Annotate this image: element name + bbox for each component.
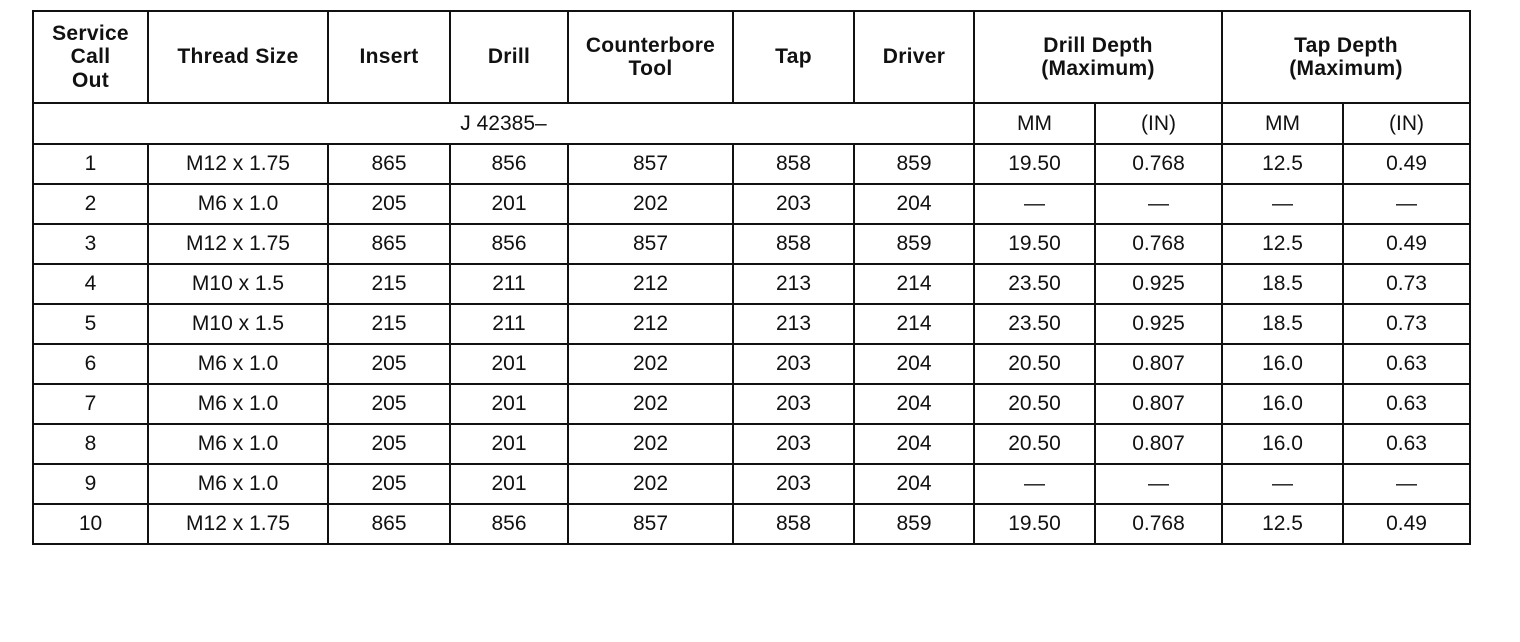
header-drill: Drill [450, 11, 568, 103]
table-row [33, 224, 1470, 264]
thread-repair-spec-table [32, 10, 1471, 545]
cell-tap-depth-mm: 12.5 [1222, 224, 1343, 264]
drill-depth-mm-unit: MM [974, 103, 1095, 144]
cell-drill-depth-in: — [1095, 464, 1222, 504]
cell-call-out: 3 [33, 224, 148, 264]
cell-drill-depth-mm: 19.50 [974, 144, 1095, 184]
cell-tap: 203 [733, 384, 854, 424]
cell-insert: 205 [328, 424, 450, 464]
cell-drill: 201 [450, 344, 568, 384]
cell-counterbore: 202 [568, 384, 733, 424]
cell-tap-depth-mm: — [1222, 464, 1343, 504]
cell-call-out: 7 [33, 384, 148, 424]
cell-thread-size: M6 x 1.0 [148, 384, 328, 424]
cell-driver: 204 [854, 344, 974, 384]
tap-depth-mm-unit: MM [1222, 103, 1343, 144]
header-counterbore-line-2: Tool [628, 57, 673, 80]
cell-tap-depth-mm: 16.0 [1222, 384, 1343, 424]
cell-tap-depth-in: 0.49 [1343, 224, 1470, 264]
header-service-call-out [33, 11, 148, 103]
header-tap-depth-line-1: Tap Depth [1294, 33, 1398, 57]
cell-tap-depth-mm: 18.5 [1222, 264, 1343, 304]
subheader-row [33, 103, 1470, 144]
header-counterbore-line-1: Counterbore [585, 33, 716, 57]
header-counterbore-tool [568, 11, 733, 103]
cell-tap: 858 [733, 504, 854, 544]
cell-drill-depth-mm: 19.50 [974, 224, 1095, 264]
cell-call-out: 1 [33, 144, 148, 184]
cell-insert: 205 [328, 384, 450, 424]
cell-call-out: 2 [33, 184, 148, 224]
cell-counterbore: 857 [568, 504, 733, 544]
part-number-prefix: J 42385– [33, 103, 974, 144]
cell-driver: 859 [854, 224, 974, 264]
cell-counterbore: 857 [568, 224, 733, 264]
cell-drill: 201 [450, 424, 568, 464]
cell-drill-depth-in: 0.807 [1095, 344, 1222, 384]
cell-counterbore: 212 [568, 264, 733, 304]
cell-call-out: 4 [33, 264, 148, 304]
cell-driver: 214 [854, 304, 974, 344]
cell-thread-size: M12 x 1.75 [148, 504, 328, 544]
table-row [33, 504, 1470, 544]
cell-call-out: 9 [33, 464, 148, 504]
header-drill-depth-line-1: Drill Depth [1043, 33, 1153, 57]
cell-drill: 201 [450, 464, 568, 504]
header-tap-depth-line-2: (Maximum) [1289, 57, 1403, 80]
cell-drill-depth-in: 0.768 [1095, 224, 1222, 264]
cell-tap-depth-in: — [1343, 184, 1470, 224]
cell-driver: 204 [854, 384, 974, 424]
header-drill-depth-line-2: (Maximum) [1041, 57, 1155, 80]
cell-driver: 859 [854, 504, 974, 544]
cell-tap-depth-in: 0.73 [1343, 304, 1470, 344]
cell-insert: 865 [328, 504, 450, 544]
cell-counterbore: 202 [568, 464, 733, 504]
cell-tap-depth-in: 0.63 [1343, 384, 1470, 424]
cell-counterbore: 202 [568, 344, 733, 384]
cell-drill-depth-mm: 20.50 [974, 344, 1095, 384]
cell-thread-size: M6 x 1.0 [148, 464, 328, 504]
cell-driver: 204 [854, 424, 974, 464]
header-driver: Driver [854, 11, 974, 103]
cell-drill: 856 [450, 224, 568, 264]
cell-drill-depth-in: — [1095, 184, 1222, 224]
cell-insert: 205 [328, 184, 450, 224]
cell-thread-size: M12 x 1.75 [148, 144, 328, 184]
cell-insert: 865 [328, 144, 450, 184]
cell-call-out: 8 [33, 424, 148, 464]
cell-insert: 205 [328, 344, 450, 384]
cell-tap-depth-in: 0.63 [1343, 424, 1470, 464]
cell-driver: 204 [854, 184, 974, 224]
cell-tap: 858 [733, 144, 854, 184]
cell-tap: 203 [733, 344, 854, 384]
cell-driver: 214 [854, 264, 974, 304]
cell-insert: 205 [328, 464, 450, 504]
cell-drill-depth-in: 0.807 [1095, 424, 1222, 464]
table-body [33, 144, 1470, 544]
cell-drill: 201 [450, 184, 568, 224]
header-service-call-out-line-3: Out [71, 68, 110, 92]
cell-tap-depth-in: 0.49 [1343, 504, 1470, 544]
cell-thread-size: M10 x 1.5 [148, 264, 328, 304]
cell-thread-size: M6 x 1.0 [148, 344, 328, 384]
cell-drill-depth-in: 0.925 [1095, 304, 1222, 344]
table-row [33, 384, 1470, 424]
cell-tap: 203 [733, 424, 854, 464]
header-insert: Insert [328, 11, 450, 103]
cell-tap-depth-in: 0.73 [1343, 264, 1470, 304]
cell-insert: 215 [328, 264, 450, 304]
table-row [33, 344, 1470, 384]
cell-drill-depth-mm: 20.50 [974, 384, 1095, 424]
cell-counterbore: 202 [568, 424, 733, 464]
cell-tap: 203 [733, 464, 854, 504]
drill-depth-in-unit: (IN) [1095, 103, 1222, 144]
cell-drill-depth-in: 0.768 [1095, 144, 1222, 184]
cell-call-out: 6 [33, 344, 148, 384]
cell-tap-depth-in: — [1343, 464, 1470, 504]
cell-tap-depth-mm: 18.5 [1222, 304, 1343, 344]
header-tap-depth [1222, 11, 1470, 103]
cell-drill: 211 [450, 304, 568, 344]
cell-drill: 201 [450, 384, 568, 424]
tap-depth-in-unit: (IN) [1343, 103, 1470, 144]
cell-tap: 213 [733, 264, 854, 304]
table-row [33, 304, 1470, 344]
cell-drill-depth-in: 0.768 [1095, 504, 1222, 544]
cell-tap: 203 [733, 184, 854, 224]
table-row [33, 424, 1470, 464]
header-service-call-out-line-1: Service [52, 22, 129, 46]
cell-tap-depth-mm: 12.5 [1222, 144, 1343, 184]
header-row [33, 11, 1470, 103]
table-row [33, 464, 1470, 504]
cell-driver: 204 [854, 464, 974, 504]
cell-drill-depth-mm: — [974, 184, 1095, 224]
cell-thread-size: M6 x 1.0 [148, 424, 328, 464]
cell-drill: 856 [450, 144, 568, 184]
cell-thread-size: M12 x 1.75 [148, 224, 328, 264]
cell-tap: 858 [733, 224, 854, 264]
header-tap: Tap [733, 11, 854, 103]
table-row [33, 184, 1470, 224]
cell-drill-depth-in: 0.925 [1095, 264, 1222, 304]
cell-tap-depth-in: 0.49 [1343, 144, 1470, 184]
cell-counterbore: 212 [568, 304, 733, 344]
cell-drill-depth-mm: 23.50 [974, 264, 1095, 304]
cell-drill: 856 [450, 504, 568, 544]
cell-drill: 211 [450, 264, 568, 304]
cell-drill-depth-mm: 19.50 [974, 504, 1095, 544]
cell-tap: 213 [733, 304, 854, 344]
cell-drill-depth-mm: 20.50 [974, 424, 1095, 464]
header-thread-size: Thread Size [148, 11, 328, 103]
cell-drill-depth-in: 0.807 [1095, 384, 1222, 424]
table-row [33, 144, 1470, 184]
cell-thread-size: M6 x 1.0 [148, 184, 328, 224]
cell-tap-depth-mm: — [1222, 184, 1343, 224]
cell-counterbore: 202 [568, 184, 733, 224]
table-row [33, 264, 1470, 304]
cell-call-out: 5 [33, 304, 148, 344]
cell-drill-depth-mm: 23.50 [974, 304, 1095, 344]
cell-tap-depth-mm: 16.0 [1222, 344, 1343, 384]
cell-drill-depth-mm: — [974, 464, 1095, 504]
header-service-call-out-line-2: Call [70, 45, 111, 69]
cell-tap-depth-in: 0.63 [1343, 344, 1470, 384]
cell-insert: 865 [328, 224, 450, 264]
cell-call-out: 10 [33, 504, 148, 544]
cell-thread-size: M10 x 1.5 [148, 304, 328, 344]
cell-insert: 215 [328, 304, 450, 344]
cell-tap-depth-mm: 12.5 [1222, 504, 1343, 544]
cell-driver: 859 [854, 144, 974, 184]
header-drill-depth [974, 11, 1222, 103]
cell-tap-depth-mm: 16.0 [1222, 424, 1343, 464]
cell-counterbore: 857 [568, 144, 733, 184]
